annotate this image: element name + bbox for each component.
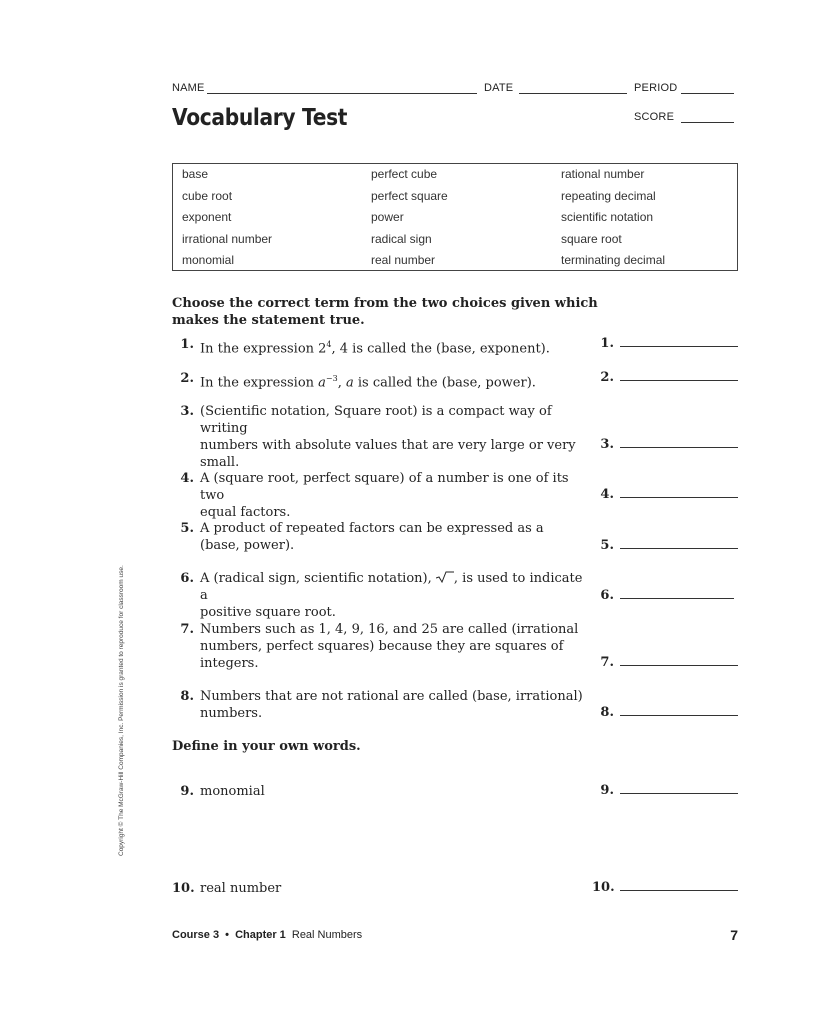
question-number: 3. — [180, 404, 194, 419]
question-line: integers. — [200, 656, 259, 671]
question-text-part: , — [337, 375, 346, 391]
answer-number: 2. — [600, 370, 614, 385]
question-number: 1. — [180, 337, 194, 352]
question-9 — [172, 783, 592, 803]
answer-number: 10. — [592, 880, 615, 895]
footer-chapter: Chapter 1 — [235, 929, 286, 941]
question-text — [200, 336, 550, 357]
vocab-item: base — [182, 167, 209, 181]
answer-4-field[interactable] — [620, 497, 738, 498]
vocab-item: radical sign — [371, 232, 432, 246]
question-text — [200, 403, 592, 471]
vocab-item: repeating decimal — [561, 189, 656, 203]
footer-course: Course 3 — [172, 929, 220, 941]
answer-9-field[interactable] — [620, 793, 738, 794]
variable: a — [318, 375, 326, 391]
question-5 — [172, 520, 592, 556]
answer-10-field[interactable] — [620, 890, 738, 891]
question-line: Numbers such as 1, 4, 9, 16, and 25 are called (irrational — [200, 622, 579, 637]
vocab-item: cube root — [182, 189, 233, 203]
question-line: Numbers that are not rational are called (base, irrational) — [200, 689, 583, 704]
answer-7-field[interactable] — [620, 665, 738, 666]
answer-1-field[interactable] — [620, 346, 738, 347]
exponent: 4 — [326, 340, 332, 349]
question-line: equal factors. — [200, 505, 291, 520]
question-text: real number — [200, 881, 282, 896]
question-line: A (square root, perfect square) of a number is one of its two — [200, 471, 569, 503]
question-4 — [172, 470, 592, 520]
copyright-notice: Copyright © The McGraw-Hill Companies, Inc. Permission is granted to reproduce for classroom use. — [118, 565, 125, 856]
question-number: 5. — [180, 521, 194, 536]
question-line: numbers, perfect squares) because they are squares of — [200, 639, 564, 654]
vocab-item: rational number — [561, 167, 645, 181]
exponent: −3 — [325, 374, 338, 383]
question-number: 8. — [180, 689, 194, 704]
question-text — [200, 370, 536, 391]
page-number: 7 — [730, 927, 738, 943]
vocab-item: monomial — [182, 253, 235, 267]
question-text — [200, 470, 592, 521]
question-line: (Scientific notation, Square root) is a compact way of writing — [200, 404, 552, 436]
period-field[interactable] — [681, 93, 734, 94]
question-text-part: In the expression — [200, 375, 319, 391]
question-text-part: , is used to indicate a — [200, 571, 583, 603]
question-number: 7. — [180, 622, 194, 637]
answer-number: 9. — [600, 783, 614, 798]
question-text — [200, 688, 583, 722]
question-7 — [172, 621, 592, 675]
question-text — [200, 570, 592, 621]
vocab-item: real number — [371, 253, 436, 267]
footer-bullet: • — [225, 929, 229, 941]
answer-2-field[interactable] — [620, 380, 738, 381]
footer-chapter-title: Real Numbers — [291, 929, 363, 941]
vocab-item: irrational number — [182, 232, 273, 246]
page-title: Vocabulary Test — [172, 105, 348, 131]
answer-3-field[interactable] — [620, 447, 738, 448]
vocab-item: exponent — [182, 210, 232, 224]
question-line: numbers with absolute values that are very large or very — [200, 438, 576, 453]
answer-8-field[interactable] — [620, 715, 738, 716]
question-number: 10. — [172, 881, 195, 896]
instructions-line: Choose the correct term from the two choices given which — [172, 296, 598, 311]
question-line: (base, power). — [200, 538, 295, 553]
question-number: 2. — [180, 371, 194, 386]
question-line: A product of repeated factors can be expressed as a — [200, 521, 544, 536]
vocab-item: square root — [561, 232, 622, 246]
name-label: NAME — [172, 82, 205, 94]
score-field[interactable] — [681, 122, 734, 123]
question-number: 4. — [180, 471, 194, 486]
instructions-line: makes the statement true. — [172, 313, 365, 328]
answer-number: 6. — [600, 588, 614, 603]
question-line: small. — [200, 455, 240, 470]
question-6 — [172, 570, 592, 620]
instructions-part1 — [172, 295, 598, 329]
question-number: 6. — [180, 571, 194, 586]
answer-6-field[interactable] — [620, 598, 734, 599]
vocab-item: terminating decimal — [561, 253, 666, 267]
vocab-item: perfect cube — [371, 167, 438, 181]
answer-number: 7. — [600, 655, 614, 670]
answer-number: 8. — [600, 705, 614, 720]
vocab-item: power — [371, 210, 404, 224]
answer-number: 5. — [600, 538, 614, 553]
question-text-part: is called the (base, power). — [353, 375, 536, 391]
date-label: DATE — [484, 82, 514, 94]
question-10 — [172, 880, 592, 900]
period-label: PERIOD — [634, 82, 678, 94]
question-line: positive square root. — [200, 605, 336, 620]
question-text-part: A (radical sign, scientific notation), — [200, 571, 436, 586]
question-text-part: , 4 is called the (base, exponent). — [331, 341, 550, 357]
question-text — [200, 621, 578, 672]
answer-number: 3. — [600, 437, 614, 452]
question-text: monomial — [200, 784, 265, 799]
instructions-part2: Define in your own words. — [172, 739, 361, 754]
name-field[interactable] — [207, 93, 477, 94]
vocab-item: perfect square — [371, 189, 448, 203]
question-text-part: In the expression 2 — [200, 341, 327, 357]
answer-number: 1. — [600, 336, 614, 351]
question-8 — [172, 688, 592, 724]
question-1 — [172, 336, 592, 356]
variable: a — [345, 375, 354, 391]
date-field[interactable] — [519, 93, 627, 94]
answer-number: 4. — [600, 487, 614, 502]
question-3 — [172, 403, 592, 470]
question-2 — [172, 370, 592, 390]
question-number: 9. — [180, 784, 194, 799]
score-label: SCORE — [634, 111, 675, 123]
answer-5-field[interactable] — [620, 548, 738, 549]
question-line: numbers. — [200, 706, 263, 721]
question-text — [200, 520, 544, 554]
footer — [172, 929, 362, 941]
square-root-symbol-icon — [436, 571, 454, 583]
vocab-item: scientific notation — [561, 210, 654, 224]
